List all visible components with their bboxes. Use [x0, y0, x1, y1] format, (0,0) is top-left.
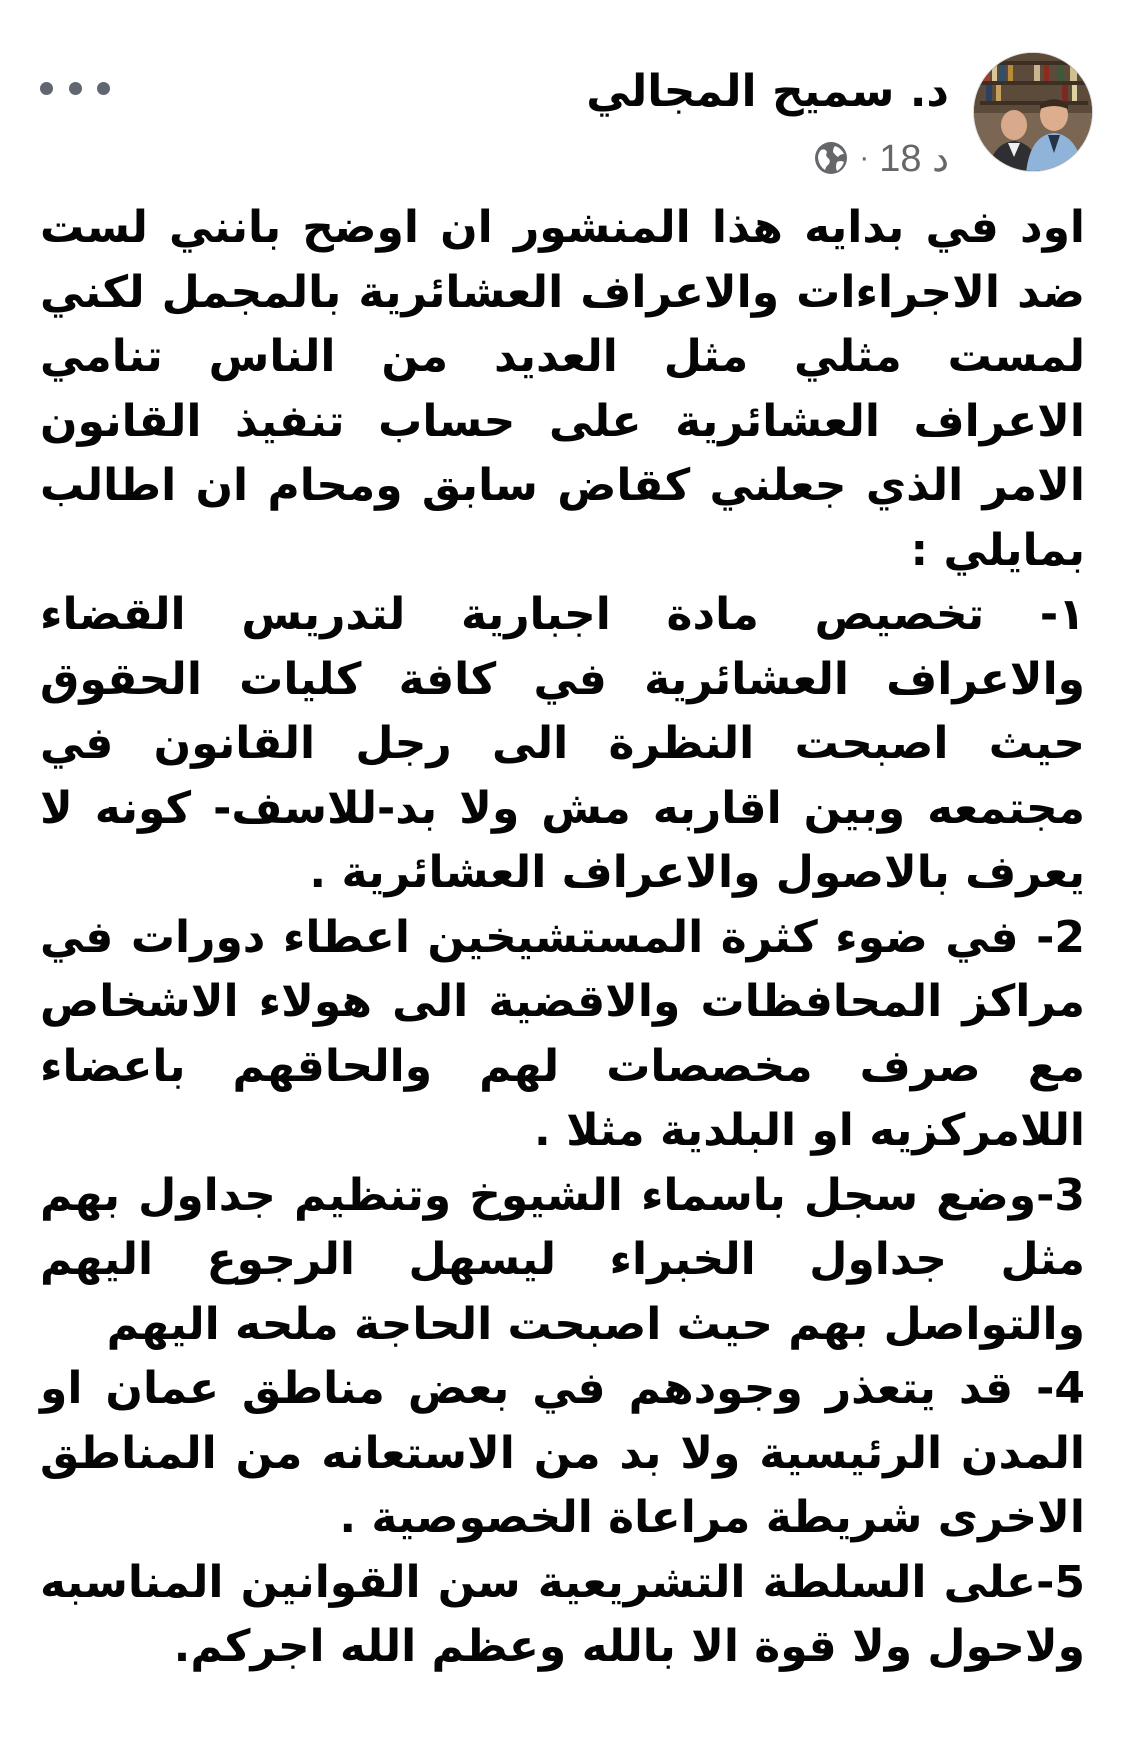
- post-paragraph-intro: اود في بدايه هذا المنشور ان اوضح بانني لست ضد الاجراءات والاعراف العشائرية بالمجمل لكني لمست مثلي مثل العديد من الناس تنامي الاعراف العشائرية على حساب تنفيذ القانون الامر الذي جعلني كقاض سابق ومحام ان اطالب بمايلي :: [40, 202, 1085, 576]
- more-options-icon: [40, 82, 53, 95]
- globe-icon[interactable]: [813, 140, 849, 176]
- post-paragraph-3: 3-وضع سجل باسماء الشيوخ وتنظيم جداول بهم مثل جداول الخبراء ليسهل الرجوع اليهم والتواصل بهم حيث اصبحت الحاجة ملحه اليهم: [40, 1169, 1085, 1350]
- author-avatar[interactable]: [973, 52, 1093, 172]
- meta-separator: ·: [859, 141, 870, 174]
- author-name[interactable]: د. سميح المجالي: [586, 66, 949, 117]
- post-paragraph-4: 4- قد يتعذر وجودهم في بعض مناطق عمان او المدن الرئيسية ولا بد من الاستعانه من المناطق الاخرى شريطة مراعاة الخصوصية .: [40, 1363, 1085, 1543]
- more-options-dot: [69, 82, 82, 95]
- post-paragraph-5: 5-على السلطة التشريعية سن القوانين المناسبه ولاحول ولا قوة الا بالله وعظم الله اجركم.: [40, 1556, 1085, 1672]
- post-text: [40, 196, 1085, 1680]
- post-paragraph-1: ١- تخصيص مادة اجبارية لتدريس القضاء والاعراف العشائرية في كافة كليات الحقوق حيث اصبحت النظرة الى رجل القانون في مجتمعه وبين اقاربه مش ولا بد-للاسف- كونه لا يعرف بالاصول والاعراف العشائرية .: [40, 589, 1085, 898]
- post-meta: [813, 136, 949, 180]
- post-header: [0, 48, 1125, 178]
- avatar-photo: [974, 53, 1093, 172]
- post-time[interactable]: 18 د: [879, 137, 949, 180]
- more-options-button[interactable]: [40, 68, 110, 108]
- more-options-dot: [97, 82, 110, 95]
- post-paragraph-2: 2- في ضوء كثرة المستشيخين اعطاء دورات في مراكز المحافظات والاقضية الى هولاء الاشخاص مع صرف مخصصات لهم والحاقهم باعضاء اللامركزيه او البلدية مثلا .: [40, 911, 1085, 1156]
